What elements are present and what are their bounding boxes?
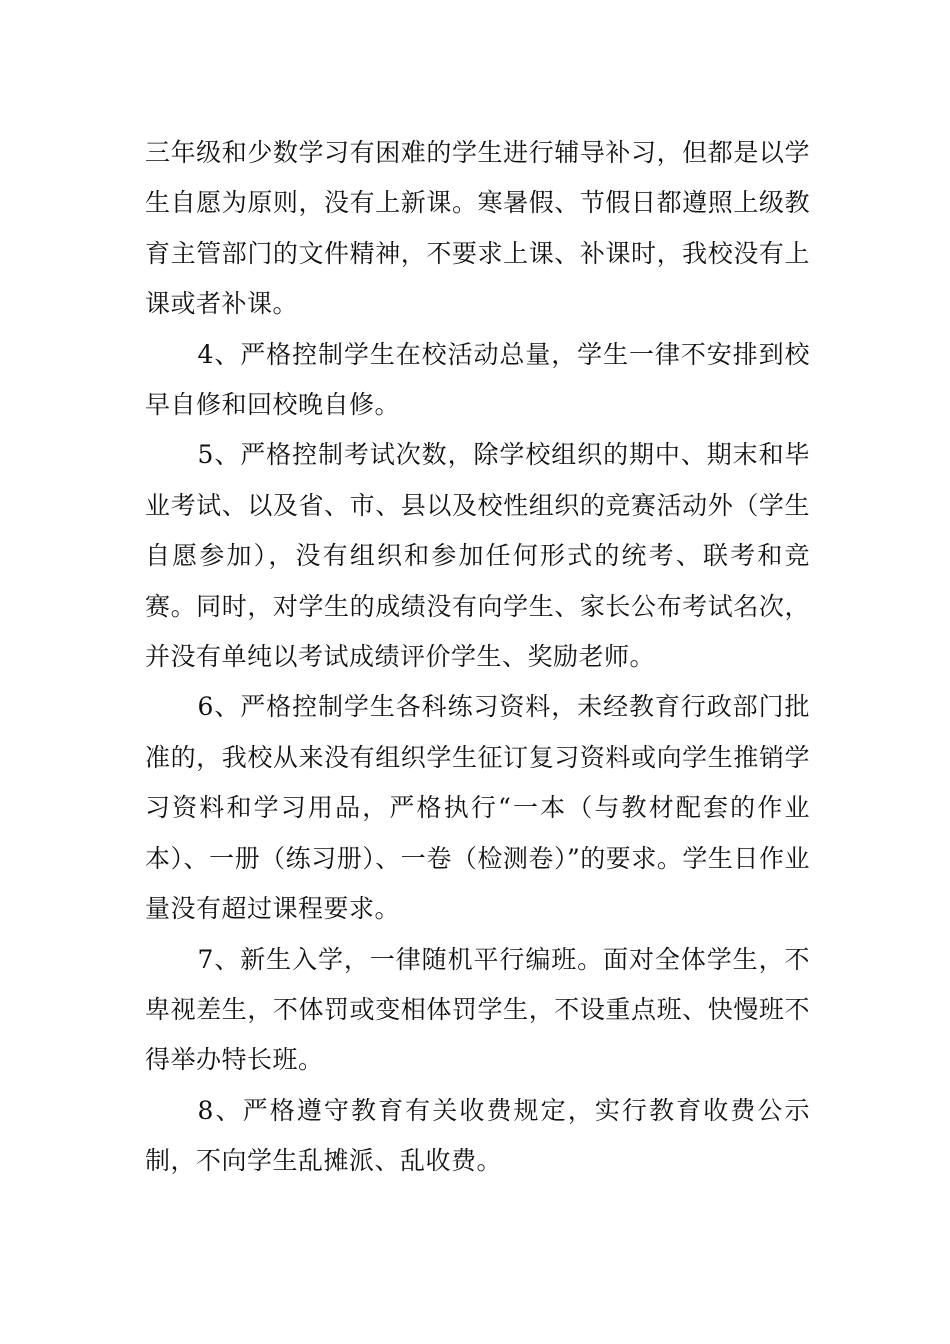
paragraph-continuation: 三年级和少数学习有困难的学生进行辅导补习，但都是以学生自愿为原则，没有上新课。寒暑假、节假日都遵照上级教育主管部门的文件精神，不要求上课、补课时，我校没有上课或者补课。 <box>145 138 810 319</box>
document-page <box>145 128 810 1187</box>
paragraph-item-7: 7、新生入学，一律随机平行编班。面对全体学生，不卑视差生，不体罚或变相体罚学生，不设重点班、快慢班不得举办特长班。 <box>145 944 810 1075</box>
paragraph-item-4: 4、严格控制学生在校活动总量，学生一律不安排到校早自修和回校晚自修。 <box>145 339 810 420</box>
paragraph-item-6: 6、严格控制学生各科练习资料，未经教育行政部门批准的，我校从来没有组织学生征订复习资料或向学生推销学习资料和学习用品，严格执行“一本（与教材配套的作业本）、一册（练习册）、一卷（检测卷）”的要求。学生日作业量没有超过课程要求。 <box>145 692 810 924</box>
paragraph-item-8: 8、严格遵守教育有关收费规定，实行教育收费公示制，不向学生乱摊派、乱收费。 <box>145 1095 810 1176</box>
paragraph-item-5: 5、严格控制考试次数，除学校组织的期中、期末和毕业考试、以及省、市、县以及校性组织的竞赛活动外（学生自愿参加），没有组织和参加任何形式的统考、联考和竞赛。同时，对学生的成绩没有向学生、家长公布考试名次，并没有单纯以考试成绩评价学生、奖励老师。 <box>145 440 810 672</box>
